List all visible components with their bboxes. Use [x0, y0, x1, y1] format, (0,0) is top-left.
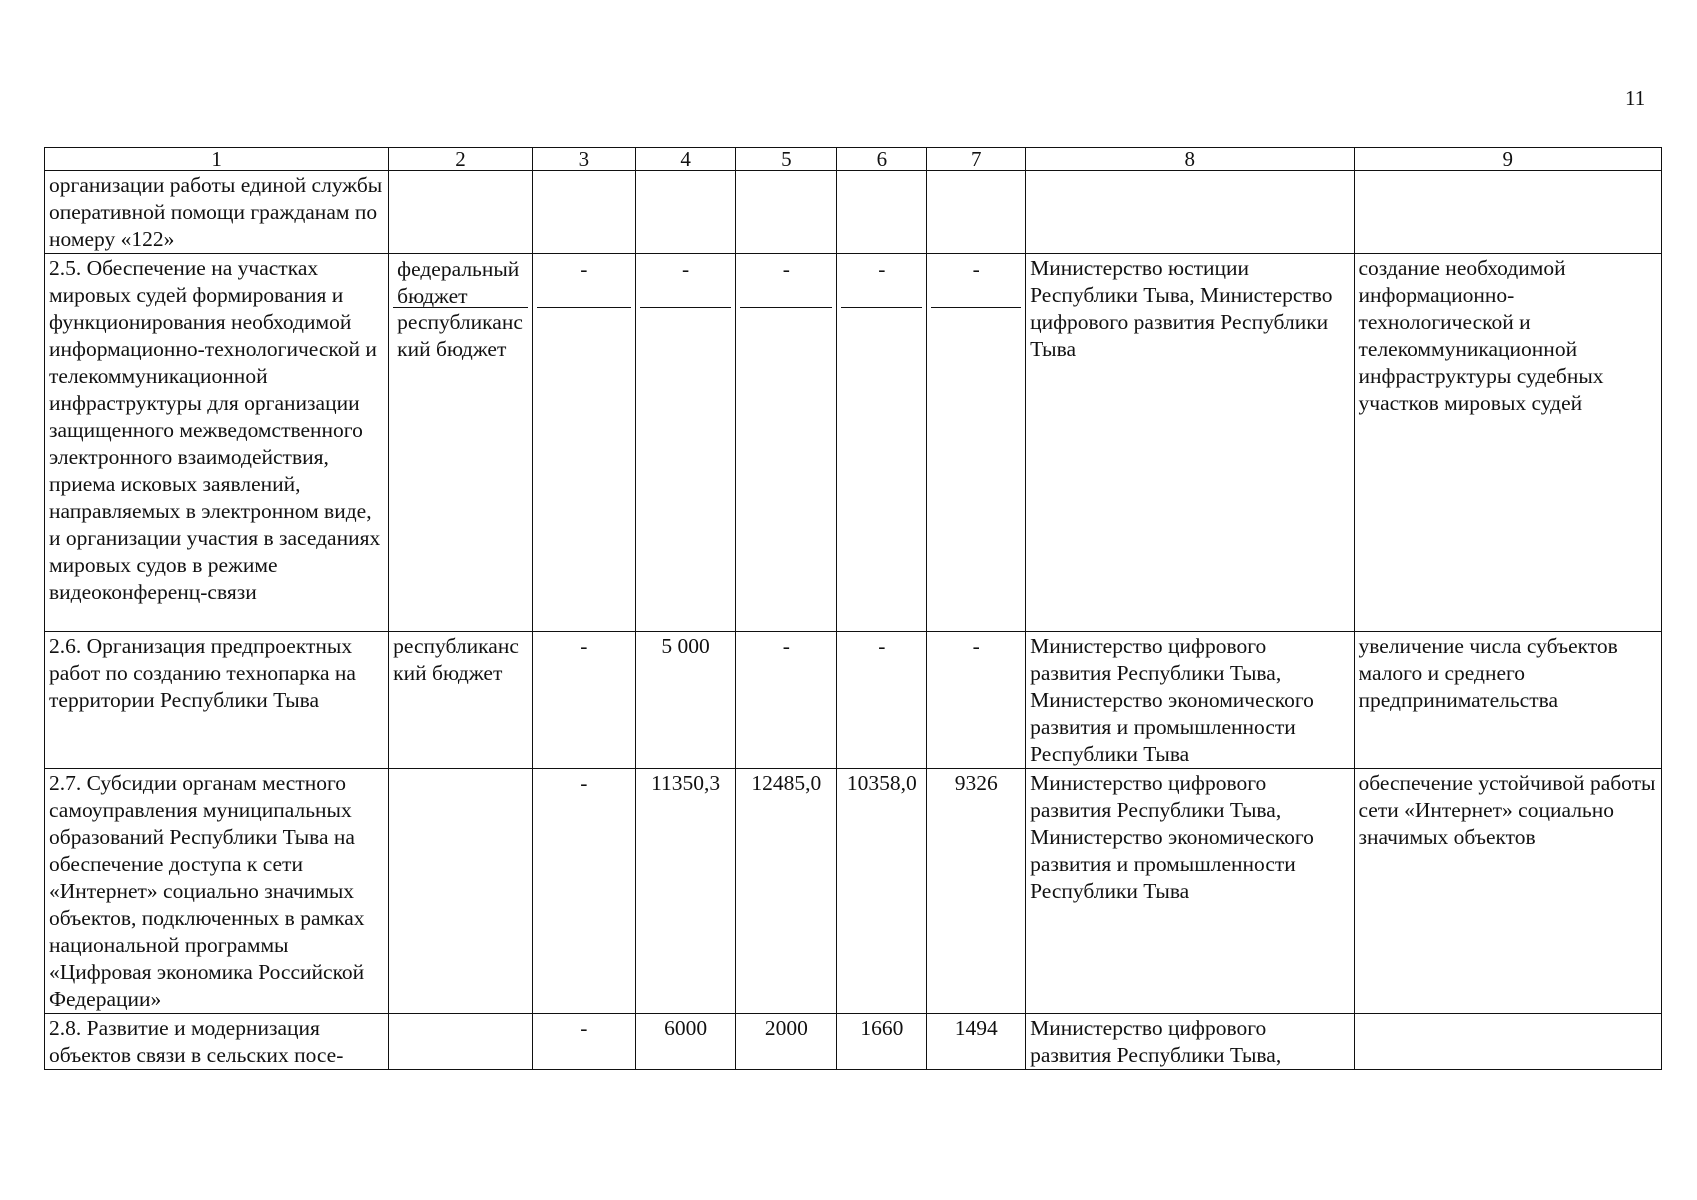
value-federal: -: [740, 255, 832, 308]
measure-name: 2.7. Субсидии органам местного самоуправления муниципальных образований Республики Тыва на обеспечение доступа к сети «Интернет» социально значимых объектов, подключенных в рамках национальной программы «Цифровая экономика Российской Федерации»: [45, 769, 389, 1014]
table-row: [45, 632, 1662, 769]
funding-source: [389, 171, 533, 254]
expected-result: обеспечение устойчивой работы сети «Интернет» социально значимых объектов: [1354, 769, 1662, 1014]
executor: [1026, 171, 1354, 254]
value-federal: -: [841, 255, 922, 308]
value-col-4: 11350,3: [635, 769, 736, 1014]
header-col-7: 7: [927, 148, 1026, 171]
header-col-1: 1: [45, 148, 389, 171]
measure-name: организации работы единой службы оперативной помощи гражданам по номеру «122»: [45, 171, 389, 254]
value-col-4: 6000: [635, 1014, 736, 1070]
value-col-7: -: [927, 632, 1026, 769]
value-federal: -: [640, 255, 732, 308]
executor: Министерство юстиции Республики Тыва, Министерство цифрового развития Республики Тыва: [1026, 254, 1354, 632]
header-col-6: 6: [837, 148, 927, 171]
value-col-5: [736, 254, 837, 632]
value-col-7: [927, 171, 1026, 254]
header-col-8: 8: [1026, 148, 1354, 171]
value-col-6: [837, 254, 927, 632]
header-col-5: 5: [736, 148, 837, 171]
funding-source: республиканский бюджет: [389, 632, 533, 769]
funding-source: [389, 769, 533, 1014]
table-row: [45, 171, 1662, 254]
expected-result: [1354, 1014, 1662, 1070]
value-col-5: 2000: [736, 1014, 837, 1070]
table-row: [45, 254, 1662, 632]
value-col-5: [736, 171, 837, 254]
value-col-6: 1660: [837, 1014, 927, 1070]
value-col-5: 12485,0: [736, 769, 837, 1014]
measure-name: 2.8. Развитие и модернизация объектов связи в сельских посе-: [45, 1014, 389, 1070]
value-col-5: -: [736, 632, 837, 769]
header-col-2: 2: [389, 148, 533, 171]
header-row: [45, 148, 1662, 171]
header-col-4: 4: [635, 148, 736, 171]
value-col-6: [837, 171, 927, 254]
value-col-6: 10358,0: [837, 769, 927, 1014]
expected-result: [1354, 171, 1662, 254]
value-col-7: 9326: [927, 769, 1026, 1014]
funding-source-republican: республиканский бюджет: [397, 310, 523, 361]
value-col-3: -: [532, 1014, 635, 1070]
funding-source-federal: федеральный бюджет: [393, 255, 528, 308]
measure-name: 2.6. Организация предпроектных работ по созданию технопарка на территории Республики Тыва: [45, 632, 389, 769]
value-col-6: -: [837, 632, 927, 769]
executor: Министерство цифрового развития Республики Тыва, Министерство экономического развития и промышленности Республики Тыва: [1026, 769, 1354, 1014]
value-col-7: 1494: [927, 1014, 1026, 1070]
value-col-7: [927, 254, 1026, 632]
expected-result: создание необходимой информационно-технологической и телекоммуникационной инфраструктуры судебных участков мировых судей: [1354, 254, 1662, 632]
page-number: 11: [1625, 86, 1646, 110]
value-col-4: [635, 171, 736, 254]
program-measures-table: [44, 147, 1662, 1070]
funding-source: [389, 1014, 533, 1070]
value-col-3: -: [532, 632, 635, 769]
table-row: [45, 769, 1662, 1014]
header-col-3: 3: [532, 148, 635, 171]
value-federal: -: [537, 255, 631, 308]
funding-source-cell: [389, 254, 533, 632]
expected-result: увеличение числа субъектов малого и среднего предпринимательства: [1354, 632, 1662, 769]
value-col-3: -: [532, 769, 635, 1014]
table-row: [45, 1014, 1662, 1070]
value-col-4: [635, 254, 736, 632]
value-col-4: 5 000: [635, 632, 736, 769]
value-col-3: [532, 171, 635, 254]
executor: Министерство цифрового развития Республики Тыва, Министерство экономического развития и промышленности Республики Тыва: [1026, 632, 1354, 769]
value-federal: -: [931, 255, 1021, 308]
measure-name: 2.5. Обеспечение на участках мировых судей формирования и функционирования необходимой информационно-технологической и телекоммуникационной инфраструктуры для организации защищенного межведомственного электронного взаимодействия, приема исковых заявлений, направляемых в электронном виде, и организации участия в заседаниях мировых судов в режиме видеоконференц-связи: [45, 254, 389, 632]
value-col-3: [532, 254, 635, 632]
header-col-9: 9: [1354, 148, 1662, 171]
executor: Министерство цифрового развития Республики Тыва,: [1026, 1014, 1354, 1070]
